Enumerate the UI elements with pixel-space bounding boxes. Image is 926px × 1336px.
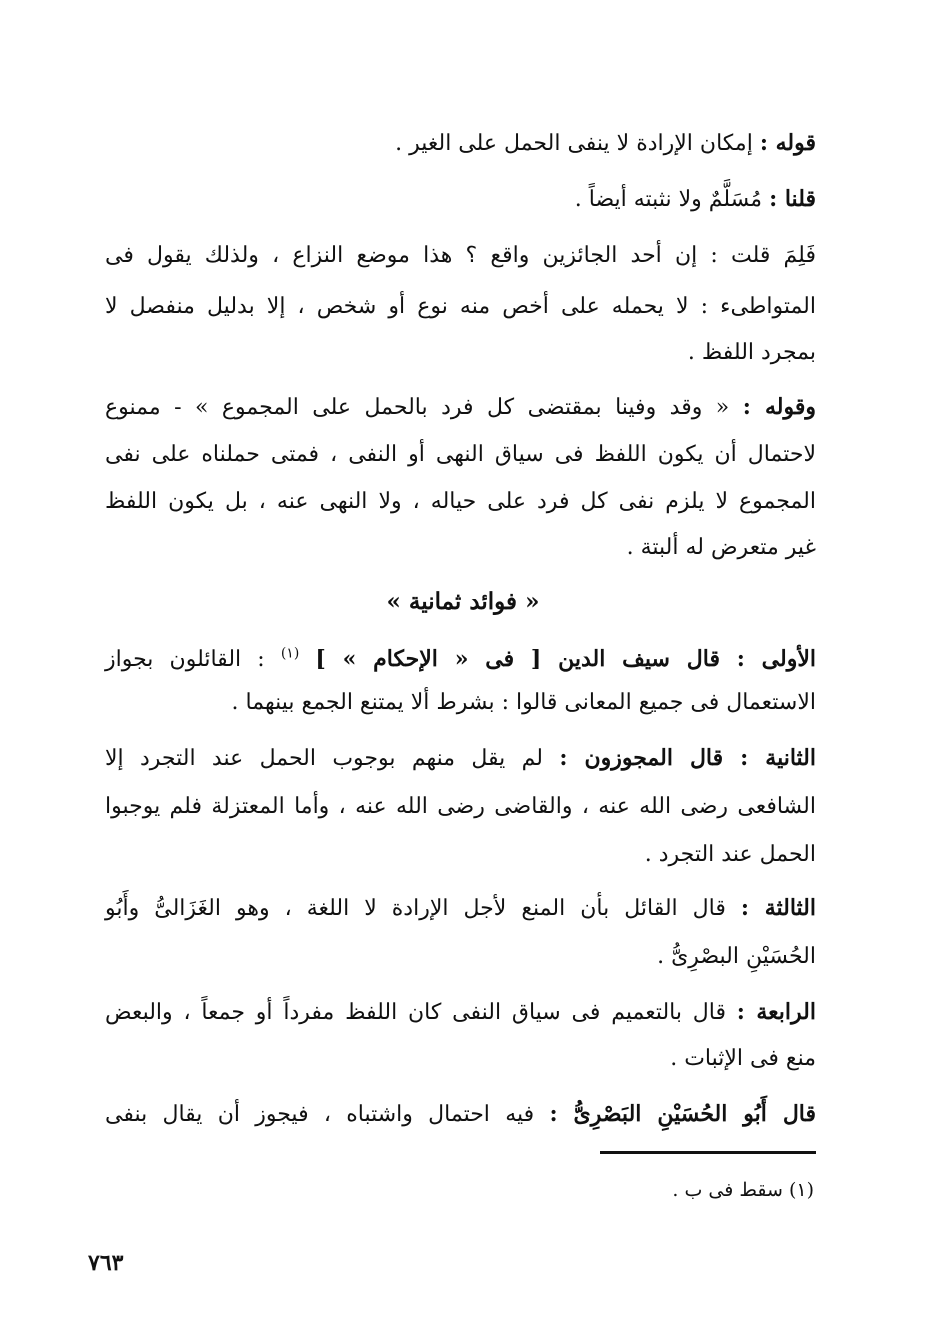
paragraph-line [105, 1099, 816, 1129]
paragraph-line: الشافعى رضى الله عنه ، والقاضى رضى الله عنه ، وأما المعتزلة فلم يوجبوا [105, 794, 816, 819]
lead-word: قال أَبُو الحُسَيْنِ البَصْرِىُّ : [549, 1101, 817, 1127]
paragraph-text: « وقد وفينا بمقتضى كل فرد بالحمل على المجموع » - ممنوع [105, 395, 730, 420]
paragraph-line [575, 184, 816, 214]
paragraph-line: الحمل عند التجرد . [644, 842, 816, 867]
paragraph-line: فَلِمَ قلت : إن أحد الجائزين واقع ؟ هذا موضع النزاع ، ولذلك يقول فى [105, 243, 816, 268]
paragraph-line: منع فى الإثبات . [670, 1046, 816, 1071]
paragraph-line [105, 644, 816, 674]
section-heading: « فوائد ثمانية » [386, 588, 540, 615]
paragraph-line [105, 997, 816, 1027]
footnote: (١) سقط فى ب . [672, 1179, 814, 1201]
page-number: ٧٦٣ [88, 1250, 124, 1276]
paragraph-text: قال بالتعميم فى سياق النفى كان اللفظ مفرداً أو جمعاً ، والبعض [105, 1000, 726, 1025]
lead-word: الرابعة : [736, 999, 816, 1025]
paragraph-line: المتواطىء : لا يحمله على أخص منه نوع أو شخص ، إلا بدليل منفصل لا [105, 294, 816, 319]
paragraph-text: لم يقل منهم بوجوب الحمل عند التجرد إلا [105, 746, 543, 771]
lead-word: الثالثة : [740, 895, 817, 921]
lead-word: وقوله : [742, 394, 817, 420]
paragraph-line [395, 128, 816, 158]
paragraph-line [105, 743, 816, 773]
paragraph-line: غير متعرض له ألبتة . [626, 535, 816, 560]
paragraph-line: الحُسَيْنِ البصْرِىُّ . [657, 944, 816, 969]
paragraph-text: قال القائل بأن المنع لأجل الإرادة لا اللغة ، وهو الغَزَالىُّ وأَبُو [105, 896, 726, 921]
lead-word: قوله : [759, 130, 816, 156]
paragraph-line [105, 893, 816, 923]
paragraph-line: الاستعمال فى جميع المعانى قالوا : بشرط ألا يمتنع الجمع بينهما . [231, 690, 816, 715]
paragraph-line [105, 392, 816, 422]
paragraph-line: بمجرد اللفظ . [687, 340, 816, 365]
paragraph-text: مُسَلَّمٌ ولا نثبته أيضاً . [574, 187, 763, 212]
paragraph-text: فيه احتمال واشتباه ، فيجوز أن يقال بنفى [105, 1102, 535, 1127]
lead-word: قلنا : [769, 186, 816, 212]
lead-word: الثانية : قال المجوزون : [559, 745, 816, 771]
footnote-reference: (١) [280, 645, 300, 662]
paragraph-text: إمكان الإرادة لا ينفى الحمل على الغير . [395, 131, 753, 156]
paragraph-text: : القائلون بجواز [105, 647, 265, 672]
footnote-divider [600, 1151, 816, 1154]
paragraph-line: لاحتمال أن يكون اللفظ فى سياق النهى أو النفى ، فمتى حملناه على نفى [105, 442, 816, 467]
paragraph-line: المجموع لا يلزم نفى كل فرد على حياله ، ولا النهى عنه ، بل يكون اللفظ [105, 489, 816, 514]
lead-word: الأولى : قال سيف الدين [ فى « الإحكام » ] [315, 646, 816, 672]
